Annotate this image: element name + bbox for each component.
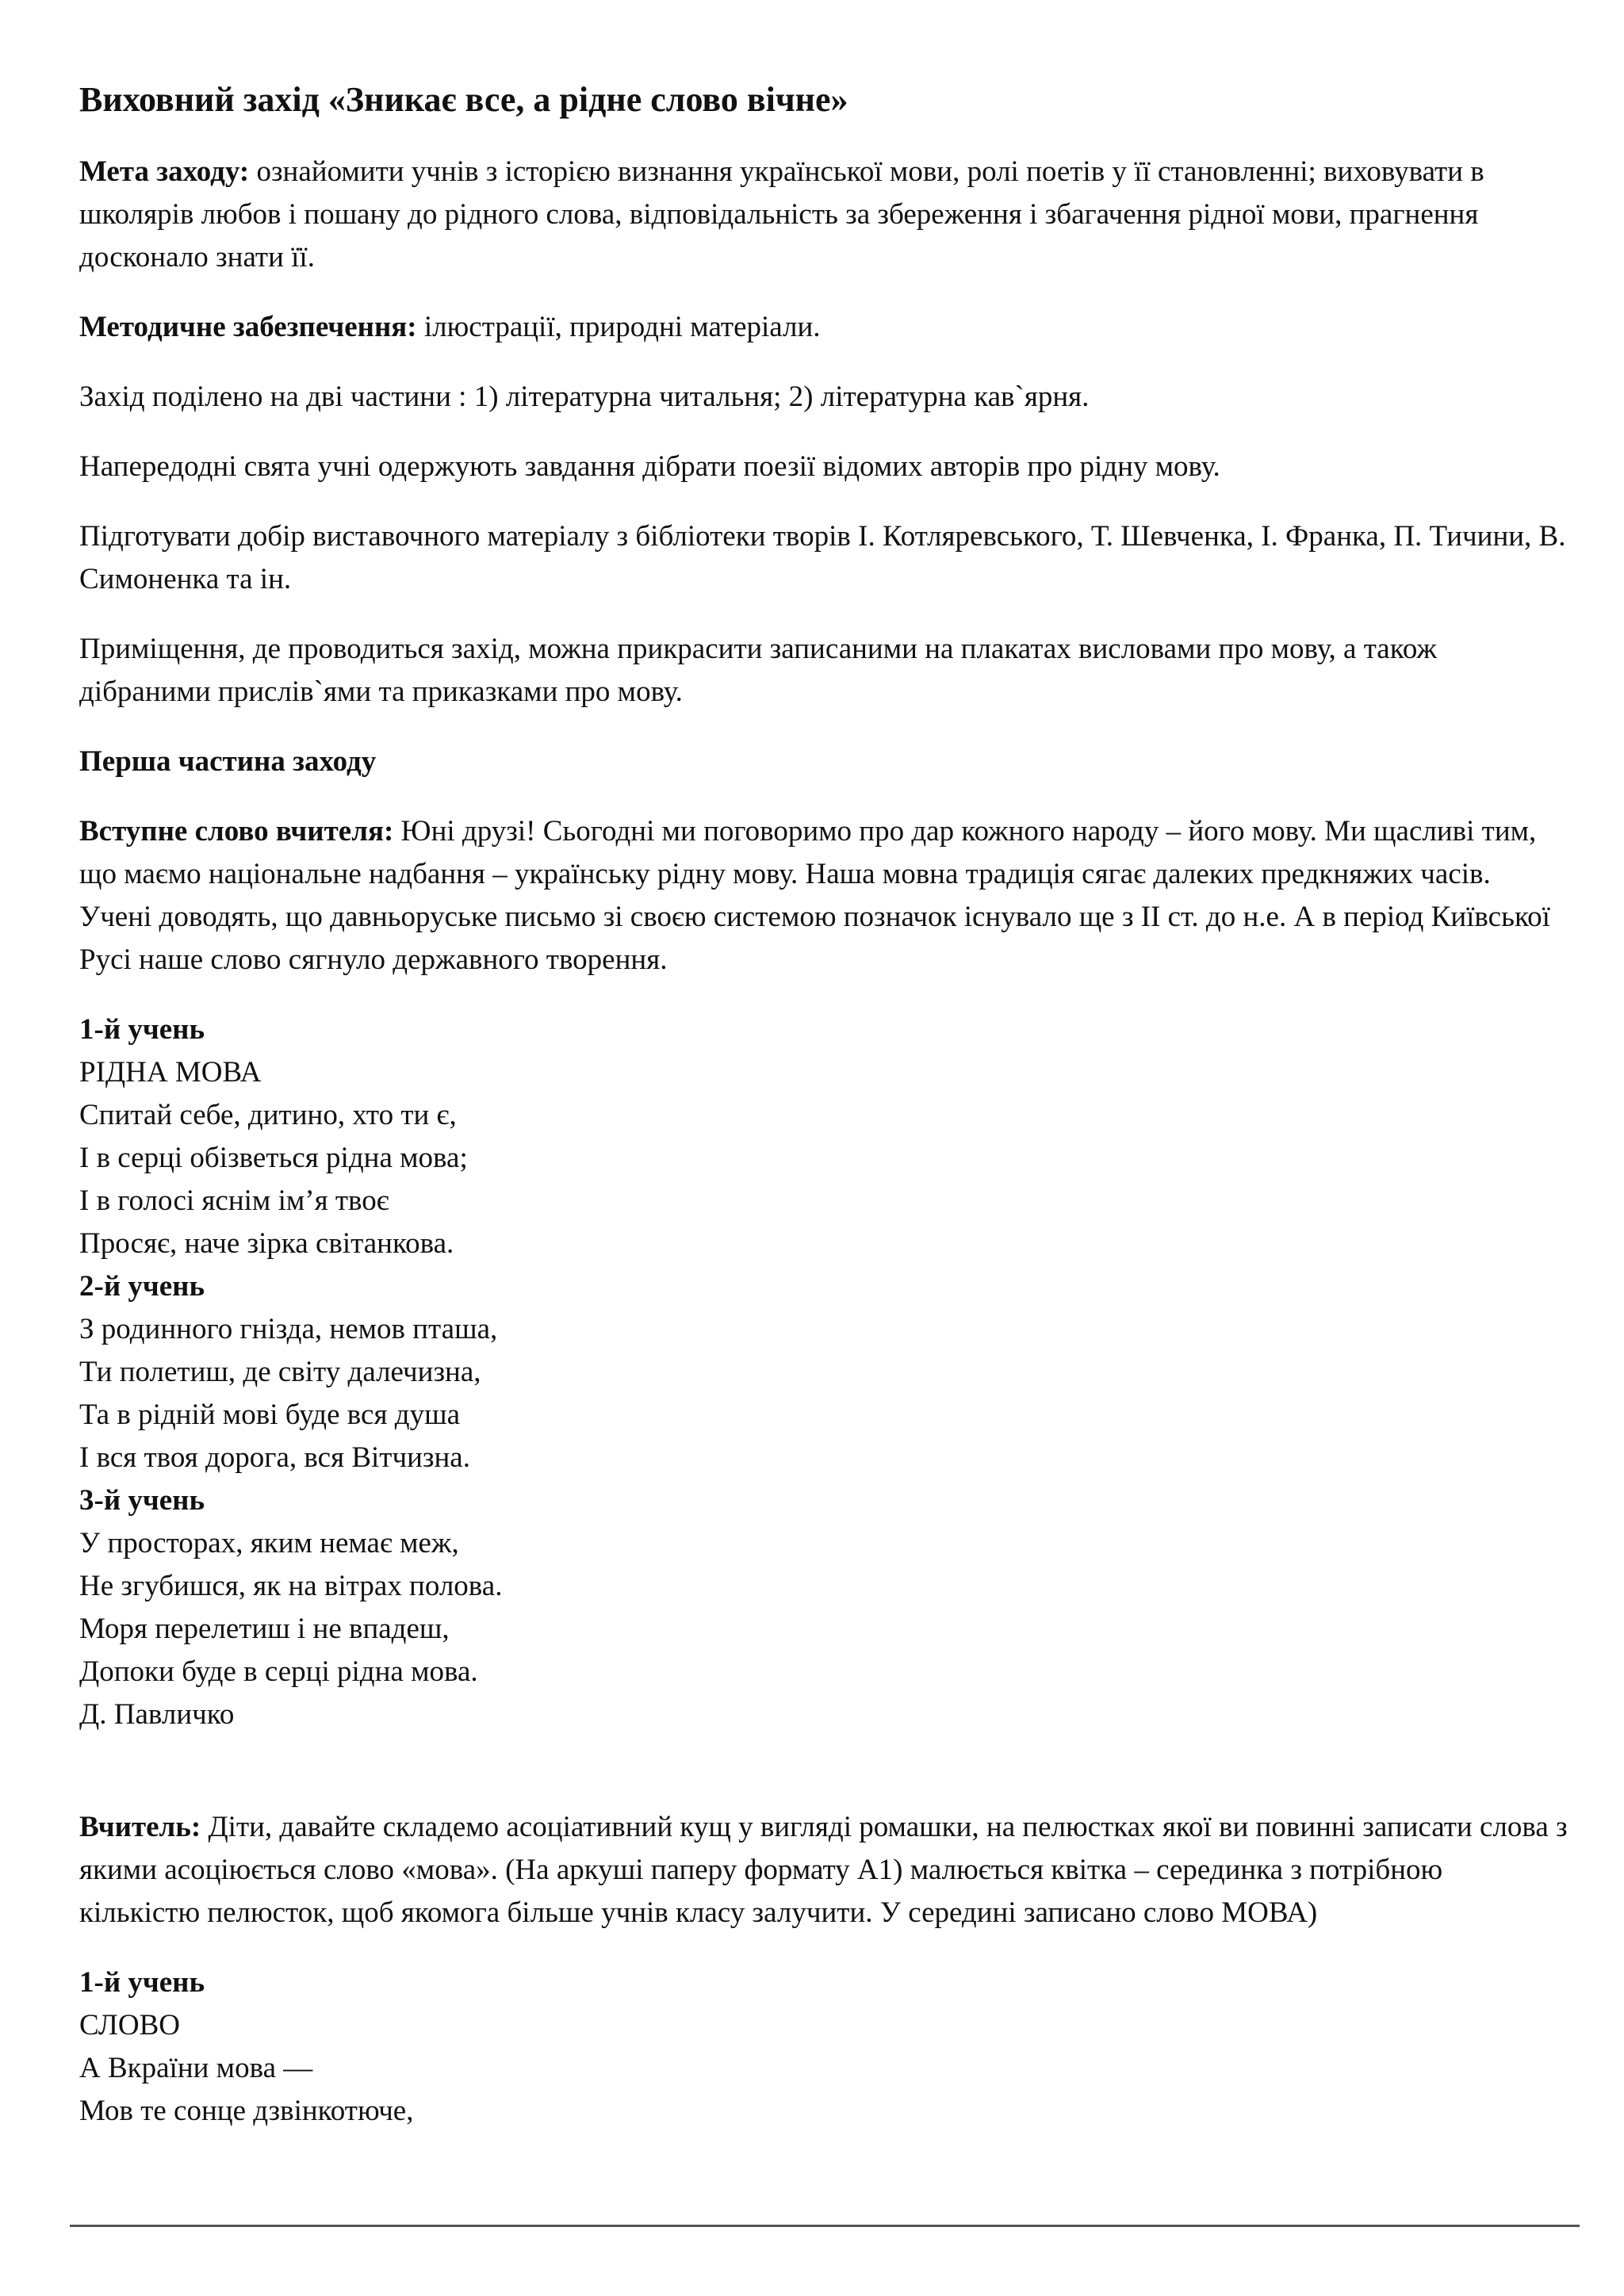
page-title: Виховний захід «Зникає все, а рідне слово вічне» (79, 80, 848, 119)
speaker-label: 1-й учень (79, 1013, 205, 1046)
equipment-paragraph (79, 306, 1570, 349)
poem-line: А Вкраїни мова — (79, 2052, 313, 2084)
poem-line: У просторах, яким немає меж, (79, 1527, 459, 1559)
poem-line: З родинного гнізда, немов пташа, (79, 1313, 498, 1345)
speaker-label: 1-й учень (79, 1966, 205, 1999)
poem-line: І в серці обізветься рідна мова; (79, 1142, 468, 1174)
goal-text: ознайомити учнів з історією визнання української мови, ролі поетів у її становленні; виховувати в школярів любов і пошану до рідного слова, відповідальність за збереження і збагачення рідної мови, прагнення досконало знати її. (79, 155, 1484, 274)
teacher-paragraph (79, 1806, 1570, 1934)
poem-title: СЛОВО (79, 2009, 180, 2042)
room-paragraph: Приміщення, де проводиться захід, можна прикрасити записаними на плакатах висловами про мову, а також дібраними прислів`ями та приказками про мову. (79, 633, 1437, 708)
speaker-label: 3-й учень (79, 1484, 205, 1517)
poem-line: Допоки буде в серці рідна мова. (79, 1655, 478, 1688)
poem-line: Не згубишся, як на вітрах полова. (79, 1570, 503, 1602)
poem-line: Ти полетиш, де світу далечизна, (79, 1356, 481, 1388)
exhibition-paragraph: Підготувати добір виставочного матеріалу з бібліотеки творів І. Котляревського, Т. Шевченка, І. Франка, П. Тичини, В. Симоненка та ін. (79, 520, 1566, 595)
poem-slovo (79, 1961, 1570, 2133)
poem-author: Д. Павличко (79, 1698, 235, 1731)
poem-line: І вся твоя дорога, вся Вітчизна. (79, 1441, 470, 1474)
intro-text: Юні друзі! Сьогодні ми поговоримо про дар кожного народу – його мову. Ми щасливі тим, що маємо національне надбання – українську рідну мову. Наша мовна традиція сягає далеких предкняжих часів. Учені доводять, що давньоруське письмо зі своєю системою позначок існувало ще з ІІ ст. до н.е. А в період Київської Русі наше слово сягнуло державного творення. (79, 815, 1550, 976)
intro-paragraph (79, 810, 1570, 982)
poem-line: Мов те сонце дзвінкотюче, (79, 2095, 414, 2127)
speaker-label: 2-й учень (79, 1270, 205, 1303)
poem-ridna-mova (79, 1008, 1570, 1736)
parts-paragraph: Захід поділено на дві частини : 1) літературна читальня; 2) літературна кав`ярня. (79, 381, 1090, 413)
blank-line (79, 1763, 1570, 1806)
poem-line: І в голосі яснім ім’я твоє (79, 1184, 389, 1217)
intro-label: Вступне слово вчителя: (79, 815, 394, 848)
equipment-text: ілюстрації, природні матеріали. (416, 311, 821, 343)
document-page (79, 76, 1570, 2160)
poem-title: РІДНА МОВА (79, 1056, 262, 1089)
poem-line: Просяє, наче зірка світанкова. (79, 1227, 454, 1260)
footer-divider (70, 2225, 1580, 2227)
poem-line: Моря перелетиш і не впадеш, (79, 1613, 450, 1645)
preparation-paragraph: Напередодні свята учні одержують завдання дібрати поезії відомих авторів про рідну мову. (79, 450, 1220, 483)
teacher-label: Вчитель: (79, 1811, 201, 1843)
poem-line: Спитай себе, дитино, хто ти є, (79, 1099, 457, 1131)
poem-line: Та в рідній мові буде вся душа (79, 1399, 460, 1431)
goal-paragraph (79, 151, 1570, 279)
goal-label: Мета заходу: (79, 155, 250, 188)
part1-heading: Перша частина заходу (79, 745, 377, 778)
equipment-label: Методичне забезпечення: (79, 311, 417, 343)
teacher-text: Діти, давайте складемо асоціативний кущ у вигляді ромашки, на пелюстках якої ви повинні записати слова з якими асоціюється слово «мова». (На аркуші паперу формату А1) малюється квітка – серединка з потрібною кількістю пелюсток, щоб якомога більше учнів класу залучити. У середині записано слово МОВА) (79, 1811, 1568, 1929)
